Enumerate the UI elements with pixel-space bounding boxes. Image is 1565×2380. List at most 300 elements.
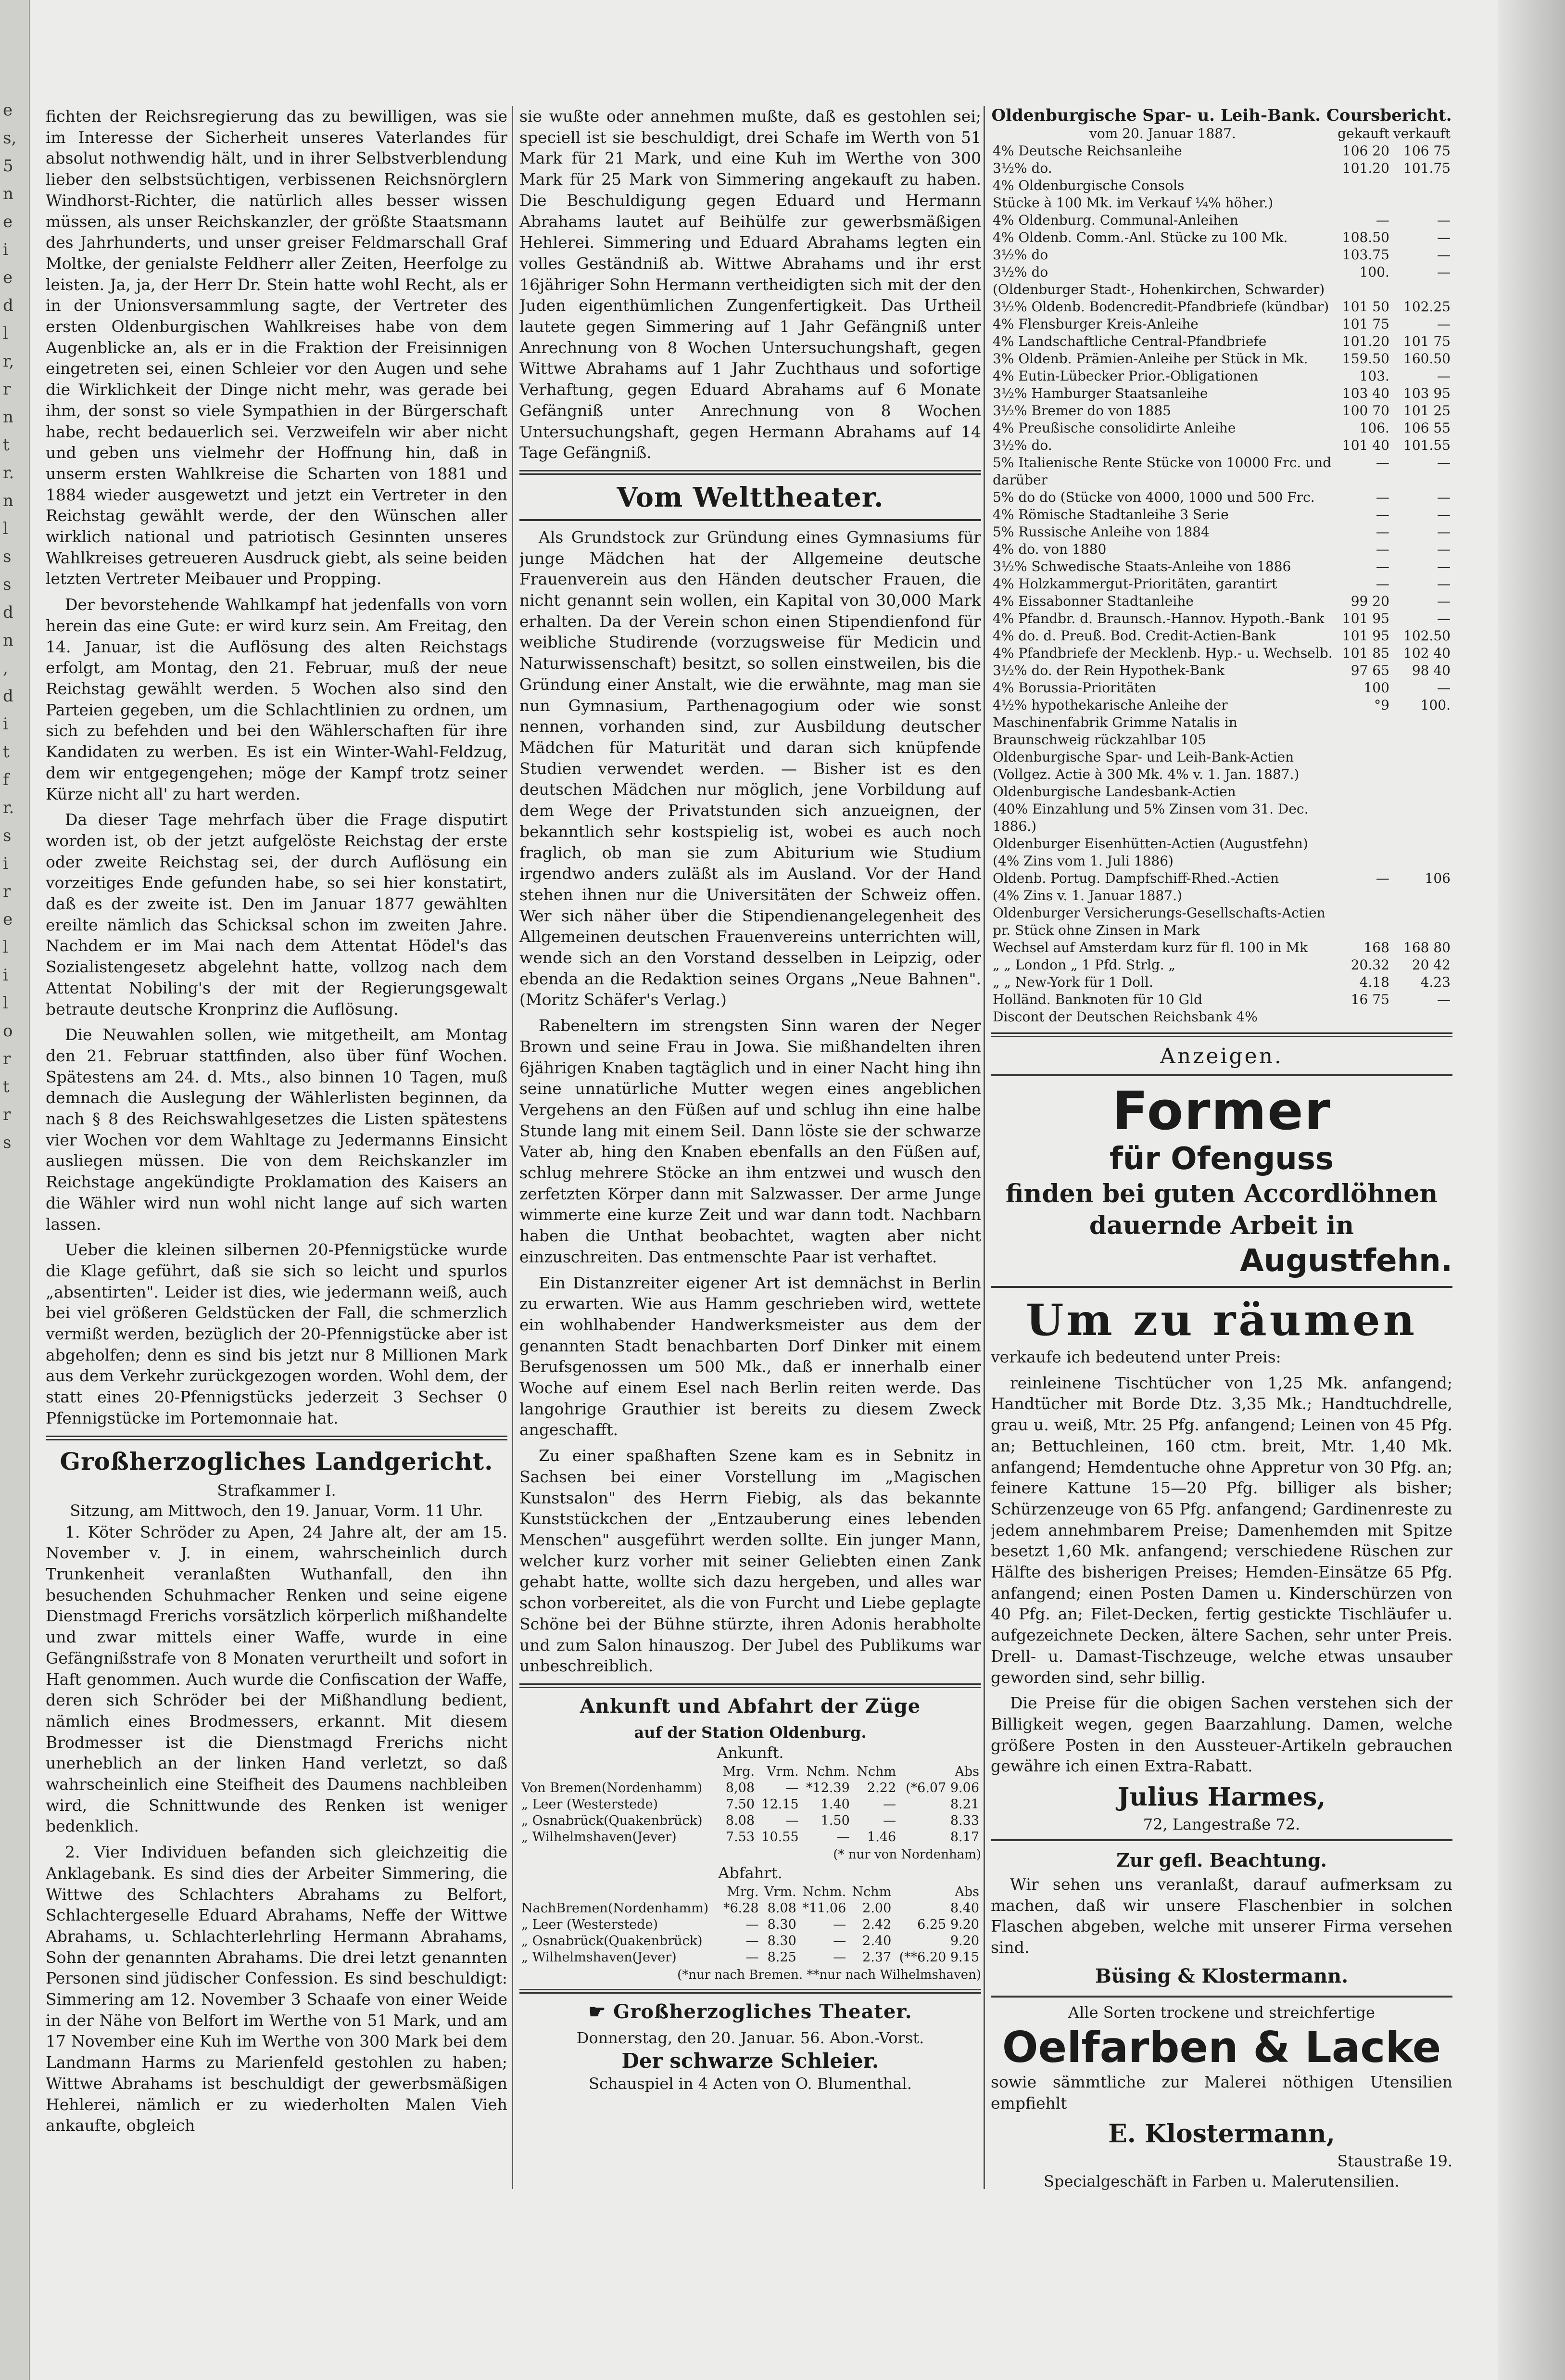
ad-former-place: Augustfehn. (1240, 1243, 1452, 1279)
edge-fragment: i (3, 714, 8, 734)
railway-arrivals-label: Ankunft. (717, 1743, 784, 1762)
bank-price: — (1437, 507, 1451, 522)
railway-cell: — (833, 1917, 846, 1932)
ad-former-line: dauernde Arbeit in (1089, 1211, 1354, 1240)
bank-price: — (1376, 576, 1389, 592)
ad-bottle-body: Wir sehen uns veranlaßt, darauf aufmerksam zu machen, daß wir unsere Flaschenbier in solchen Flaschen abgeben, welche mit unserer Firma versehen sind. (991, 1875, 1452, 1957)
edge-fragment: l (3, 993, 8, 1013)
section-divider (519, 470, 981, 475)
bank-price (1391, 194, 1452, 212)
bank-row (991, 350, 1452, 368)
section-subheading: Strafkammer I. (217, 1481, 336, 1500)
bank-price: 106 75 (1403, 143, 1451, 159)
bank-price (1335, 801, 1391, 835)
edge-fragment: s (3, 1133, 12, 1152)
railway-header-cell: Mrg. (722, 1764, 755, 1779)
bank-price: — (1437, 992, 1451, 1007)
theater-heading (519, 2000, 981, 2023)
bank-price: 4.18 (1359, 974, 1389, 990)
previous-page-edge (0, 0, 30, 2380)
bank-price: 168 80 (1403, 940, 1451, 955)
railway-cell: — (785, 1780, 799, 1795)
bank-price: 98 40 (1412, 662, 1451, 678)
bank-price: — (1437, 212, 1451, 228)
ad-paints-intro: Alle Sorten trockene und streichfertige (1068, 2003, 1375, 2022)
bank-security-name: 4% Pfandbriefe der Mecklenb. Hyp.- u. Wechselb. (993, 645, 1333, 661)
bank-price: — (1376, 541, 1389, 557)
section-divider (991, 1074, 1452, 1076)
railway-header-cell: Nchm. (806, 1764, 850, 1779)
bank-price: 101 40 (1342, 437, 1389, 453)
bank-price: 103 40 (1342, 385, 1389, 401)
bank-price: — (1437, 264, 1451, 280)
article-paragraph: sie wußte oder annehmen mußte, daß es gestohlen sei; speciell ist sie beschuldigt, drei Schafe im Werth von 51 Mark für 21 Mark, und eine Kuh im Werthe von 300 Mark für 25 Mark von Simmering angekauft zu haben. Die Beschuldigung gegen Eduard und Hermann Abrahams lautet auf Beihülfe zur gewerbsmäßigen Hehlerei. Simmering und Eduard Abrahams legten ein volles Geständniß ab. Wittwe Abrahams und ihr erst 16jähriger Sohn Hermann vertheidigten sich mit der den Juden eigenthümlichen Zungenfertigkeit. Das Urtheil lautete gegen Simmering auf 1 Jahr Gefängniß unter Anrechnung von 8 Wochen Untersuchungshaft, gegen Wittwe Abrahams auf 1 Jahr Zuchthaus und sofortige Verhaftung, gegen Eduard Abrahams auf 6 Monate Gefängniß unter Anrechnung von 8 Wochen Untersuchungshaft, gegen Hermann Abrahams auf 14 Tage Gefängniß. (519, 107, 981, 462)
bank-security-name: Wechsel auf Amsterdam kurz für fl. 100 in Mk (993, 940, 1308, 955)
bank-row (991, 610, 1452, 627)
bank-price: 106 (1425, 870, 1451, 886)
railway-cell: 8.08 (725, 1813, 755, 1828)
bank-price: 101.55 (1403, 437, 1451, 453)
railway-cell: 8.08 (767, 1900, 796, 1916)
edge-fragment: f (3, 770, 9, 789)
railway-cell: — (745, 1949, 759, 1965)
bank-row (991, 506, 1452, 523)
railway-cell: NachBremen(Nordenhamm) (521, 1900, 709, 1916)
edge-fragment: t (3, 742, 10, 762)
railway-cell: 8.21 (950, 1796, 979, 1812)
bank-security-name: 4% do. von 1880 (993, 541, 1107, 557)
edge-fragment: l (3, 519, 8, 538)
bank-security-name: (4% Zins vom 1. Juli 1886) (993, 853, 1174, 869)
bank-price: 103. (1359, 368, 1389, 384)
railway-cell: 10.55 (761, 1829, 799, 1845)
railway-cell: 8,08 (725, 1780, 755, 1795)
railway-heading: Ankunft und Abfahrt der Züge (580, 1694, 921, 1718)
edge-fragment: e (3, 101, 13, 120)
bank-row (991, 333, 1452, 350)
bank-price (1335, 194, 1391, 212)
bank-price: 159.50 (1342, 351, 1389, 367)
bank-row (991, 142, 1452, 160)
edge-fragments (3, 96, 22, 1157)
edge-fragment: r. (3, 463, 14, 483)
railway-header-cell (519, 1764, 718, 1780)
theater-play-subtitle: Schauspiel in 4 Acten von O. Blumenthal. (589, 2074, 912, 2093)
bank-security-name: 4% Eissabonner Stadtanleihe (993, 593, 1194, 609)
edge-fragment: i (3, 966, 8, 985)
railway-cell: 8.40 (950, 1900, 979, 1916)
railway-row (519, 1829, 981, 1845)
section-divider (519, 519, 981, 521)
ad-bottle-notice (991, 1847, 1452, 1990)
bank-row (991, 489, 1452, 506)
bank-security-name: 3½% do. (993, 437, 1052, 453)
edge-fragment: n (3, 491, 13, 510)
bank-security-name: „ „ London „ 1 Pfd. Strlg. „ (993, 957, 1176, 973)
bank-price: 101.20 (1342, 333, 1389, 349)
article-paragraph: Die Neuwahlen sollen, wie mitgetheilt, am Montag den 21. Februar stattfinden, also über fünf Wochen. Spätestens am 24. d. Mts., also binnen 10 Tagen, muß demnach die Auslegung der Wählerlisten beginnen, da nach § 8 des Reichswahlgesetzes die Listen spätestens vier Wochen vor dem Wahltage zu Jedermanns Einsicht ausliegen müssen. Die von dem Reichskanzler im Reichstage angekündigte Proklamation des Kaisers an die Wähler wird nun wohl nicht lange auf sich warten lassen. (46, 1025, 507, 1234)
bank-col-header: gekauft (1338, 126, 1389, 141)
bank-security-name: 5% Italienische Rente Stücke von 10000 Frc. und darüber (993, 455, 1332, 488)
bank-price (1335, 783, 1391, 801)
ad-paints-address: Staustraße 19. (1337, 2152, 1452, 2171)
column-rule (984, 106, 985, 2189)
railway-cell: 8.25 (767, 1949, 796, 1965)
edge-fragment: e (3, 212, 13, 231)
railway-header-cell: Nchm (857, 1764, 896, 1779)
bank-price (1391, 1008, 1452, 1026)
railway-cell: *12.39 (806, 1780, 850, 1795)
edge-fragment: t (3, 435, 10, 455)
railway-cell: *11.06 (802, 1900, 846, 1916)
railway-cell: — (745, 1917, 759, 1932)
bank-price: 108.50 (1342, 229, 1389, 245)
bank-price: — (1437, 576, 1451, 592)
railway-header-cell: Nchm (852, 1884, 892, 1899)
bank-price: 99 20 (1350, 593, 1389, 609)
bank-row (991, 385, 1452, 402)
bank-security-name: 4% do. d. Preuß. Bod. Credit-Actien-Bank (993, 628, 1276, 644)
edge-fragment: r. (3, 798, 14, 817)
ad-clearance-body: reinleinene Tischtücher von 1,25 Mk. anfangend; Handtücher mit Borde Dtz. 3,35 Mk.; Handtuchdrelle, grau u. weiß, Mtr. 25 Pfg. anfangend; Leinen von 45 Pfg. an; Bettuchleinen, 160 ctm. breit, Mtr. 1,40 Mk. anfangend; Hemdentuche ohne Appretur von 30 Pfg. an; feinere Kattune 15—20 Pfg. billiger als bisher; Schürzenzeuge von 65 Pfg. anfangend; Gardinenreste zu jedem annehmbarem Preise; Damenhemden mit Spitze besetzt 1,60 Mk. anfangend; verschiedene Rüschen zur Hälfte des bisherigen Preises; Hemden-Einsätze 65 Pfg. anfangend; einen Posten Damen u. Kinderschürzen von 40 Pfg. an; Filet-Decken, fertig gestickte Tischläufer u. aufgezeichnete Decken, ältere Sachen, sehr unter Preis. Drell- u. Damast-Tischzeuge, welche etwas unsauber geworden sind, sehr billig. (991, 1373, 1452, 1687)
bank-security-name: 3½% do. (993, 160, 1052, 176)
bank-security-name: Oldenburgische Landesbank-Actien (993, 784, 1236, 800)
railway-cell: *6.28 (723, 1900, 759, 1916)
bank-row (991, 783, 1452, 801)
article-paragraph: 1. Köter Schröder zu Apen, 24 Jahre alt, der am 15. November v. J. in einem, wahrscheinlich durch Trunkenheit veranlaßten Wuthanfall, den ihn besuchenden Schuhmacher Renken und seine eigene Dienstmagd Frerichs vorsätzlich körperlich mißhandelte und zwar mittels einer Waffe, wurde in eine Gefängnißstrafe von 8 Monaten verurtheilt und sofort in Haft genommen. Auch wurde die Confiscation der Waffe, deren sich Schröder bei der Mißhandlung bedient, nämlich eines Brodmessers, erkannt. Mit diesem Brodmesser ist die Dienstmagd Frerichs nicht unerheblich an der linken Hand verletzt, so daß wahrscheinlich eine Steifheit des Daumens nachbleiben wird, die Schnittwunde des Renken ist weniger bedenklich. (46, 1522, 507, 1836)
bank-price: — (1376, 455, 1389, 471)
bank-price (1335, 749, 1391, 766)
bank-security-name: 4% Landschaftliche Central-Pfandbriefe (993, 333, 1267, 349)
section-divider (991, 1032, 1452, 1037)
railway-cell: — (833, 1949, 846, 1965)
bank-security-name: 4% Preußische consolidirte Anleihe (993, 420, 1236, 436)
bank-row (991, 229, 1452, 246)
bank-row (991, 368, 1452, 385)
bank-col-header: verkauft (1393, 126, 1451, 141)
bank-price: — (1437, 680, 1451, 696)
ad-bottle-title: Zur gefl. Beachtung. (1116, 1849, 1327, 1871)
bank-price: 101 95 (1342, 611, 1389, 626)
bank-price: — (1437, 229, 1451, 245)
bank-price: 102.50 (1403, 628, 1451, 644)
bank-security-name: (Oldenburger Stadt-, Hohenkirchen, Schwarder) (993, 281, 1325, 297)
column-rule (512, 106, 513, 2189)
bank-security-name: „ „ New-York für 1 Doll. (993, 974, 1153, 990)
edge-fragment: i (3, 240, 8, 259)
bank-security-name: Discont der Deutschen Reichsbank 4% (993, 1009, 1258, 1025)
railway-cell: 8.17 (950, 1829, 979, 1845)
railway-subheading: auf der Station Oldenburg. (634, 1723, 867, 1742)
bank-row (991, 316, 1452, 333)
bank-price: — (1437, 593, 1451, 609)
railway-header-cell: Vrm. (764, 1884, 796, 1899)
railway-row (519, 1900, 981, 1917)
edge-fragment: l (3, 938, 8, 957)
railway-cell: 2.22 (867, 1780, 896, 1795)
bank-security-name: 4% Deutsche Reichsanleihe (993, 143, 1182, 159)
railway-departures-label: Abfahrt. (718, 1863, 782, 1882)
article-paragraph: 2. Vier Individuen befanden sich gleichzeitig die Anklagebank. Es sind dies der Arbeiter Simmering, die Wittwe des Schlachters Abrahams zu Belfort, Schlachtergeselle Eduard Abrahams, Neffe der Wittwe Abrahams, u. Schlachterlehrling Hermann Abrahams, Sohn der genannten Abrahams. Die drei letzt genannten Personen sind jüdischer Confession. Es sind beschuldigt: Simmering am 12. November 3 Schaafe von einer Weide in der Nähe von Belfort im Werthe von 51 Mark, und am 17 November eine Kuh im Werthe von 300 Mark bei dem Landmann Harms zu Marienfeld gestohlen zu haben; Wittwe Abrahams ist beschuldigt der gewerbsmäßigen Hehlerei, nämlich er zu wiederholten Malen Vieh ankaufte, obgleich (46, 1843, 507, 2135)
session-line: Sitzung, am Mittwoch, den 19. Januar, Vorm. 11 Uhr. (70, 1501, 483, 1520)
railway-cell: 2.37 (862, 1949, 892, 1965)
railway-cell: 2.00 (862, 1900, 892, 1916)
bank-row (991, 593, 1452, 610)
section-heading: Großherzogliches Landgericht. (60, 1447, 493, 1476)
bank-row (991, 194, 1452, 212)
edge-fragment: s, (3, 128, 17, 148)
railway-cell: (**6.20 9.15 (899, 1949, 979, 1965)
bank-price: 100 (1363, 680, 1389, 696)
bank-price: 102 40 (1403, 645, 1451, 661)
bank-price: — (1437, 489, 1451, 505)
bank-price (1335, 1008, 1391, 1026)
bank-price: 103.75 (1342, 247, 1389, 263)
bank-price: 100 70 (1342, 403, 1389, 419)
railway-row (519, 1949, 981, 1966)
bank-price (1391, 801, 1452, 835)
pointing-hand-icon: ☛ (588, 2000, 614, 2023)
bank-price: °9 (1374, 697, 1389, 713)
bank-security-name: 3½% Bremer do von 1885 (993, 403, 1171, 419)
article-paragraph: Der bevorstehende Wahlkampf hat jedenfalls von vorn herein das eine Gute: er wird kurz sein. Am Freitag, den 14. Januar, ist die Auflösung des alten Reichstags erfolgt, am Montag, den 21. Februar, muß der neue Reichstag gewählt werden. 5 Wochen also sind den Parteien gegeben, um die Schlachtlinien zu ordnen, um sich zu befehden und bei den Wählerschaften für ihre Kandidaten zu werben. Es ist ein Winter-Wahl-Feldzug, dem wir entgegengehen; möge der Kampf trotz seiner Kürze nicht all' zu hart werden. (46, 595, 507, 803)
bank-security-name: 3% Oldenb. Prämien-Anleihe per Stück in Mk. (993, 351, 1308, 367)
bank-price: 20 42 (1412, 957, 1451, 973)
bank-price: 97 65 (1350, 662, 1389, 678)
bank-row (991, 1008, 1452, 1026)
bank-price (1335, 177, 1391, 194)
ad-clearance-title: Um zu räumen (1025, 1295, 1418, 1346)
bank-row (991, 281, 1452, 298)
edge-fragment: r (3, 1049, 11, 1069)
bank-row (991, 645, 1452, 662)
bank-security-name: Stücke à 100 Mk. im Verkauf ¼% höher.) (993, 195, 1274, 211)
article-paragraph: Zu einer spaßhaften Szene kam es in Sebnitz in Sachsen bei einer Vorstellung im „Magischen Kunstsalon" des Herrn Fiebig, als das bekannte Kunststückchen der „Entzauberung eines lebenden Menschen" ausgeführt werden sollte. Ein junger Mann, welcher kurz vorher mit seiner Geliebten einen Zank gehabt hatte, wollte sich dazu hergeben, und alles war schon vorbereitet, als die von Furcht und Liebe geplagte Schöne bei der Bühne stürzte, ihren Adonis herabholte und zum Salon hinauszog. Der Jubel des Publikums war unbeschreiblich. (519, 1446, 981, 1676)
railway-row (519, 1813, 981, 1829)
article-paragraph: Ein Distanzreiter eigener Art ist demnächst in Berlin zu erwarten. Wie aus Hamm geschrieben wird, wettete ein wohlhabender Handwerksmeister aus dem der genannten Stadt benachbarten Dorf Dinker mit einem Berufsgenossen um 500 Mk., daß er innerhalb einer Woche auf einem Esel nach Berlin reiten werde. Das langohrige Grauthier ist bereits zu diesem Zweck angeschafft. (519, 1273, 981, 1439)
edge-fragment: e (3, 268, 13, 287)
bank-security-name: (4% Zins v. 1. Januar 1887.) (993, 888, 1182, 904)
section-divider (991, 1839, 1452, 1841)
railway-cell: — (745, 1933, 759, 1948)
railway-cell: (*6.07 9.06 (906, 1780, 979, 1795)
bank-security-name: Oldenburger Versicherungs-Gesellschafts-Actien pr. Stück ohne Zinsen in Mark (993, 905, 1325, 938)
bank-row (991, 991, 1452, 1008)
bank-security-name: 3½% do. der Rein Hypothek-Bank (993, 662, 1224, 678)
ad-clearance-address: 72, Langestraße 72. (1143, 1815, 1300, 1834)
edge-fragment: , (3, 659, 8, 678)
bank-price: — (1437, 247, 1451, 263)
bank-row (991, 697, 1452, 749)
bank-row (991, 956, 1452, 974)
bank-row (991, 887, 1452, 904)
edge-fragment: r (3, 1105, 11, 1124)
bank-price: 100. (1359, 264, 1389, 280)
edge-fragment: s (3, 575, 12, 594)
section-divider (519, 1683, 981, 1688)
railway-row (519, 1917, 981, 1933)
ads-heading: Anzeigen. (1160, 1044, 1283, 1069)
railway-cell: 2.40 (862, 1933, 892, 1948)
railway-note: (*nur nach Bremen. **nur nach Wilhelmshaven) (677, 1967, 981, 1982)
section-heading: Vom Welttheater. (617, 481, 884, 513)
bank-price: — (1376, 212, 1389, 228)
railway-cell: „ Osnabrück(Quakenbrück) (521, 1933, 703, 1948)
ad-former-line: für Ofenguss (1109, 1141, 1334, 1177)
bank-security-name: Oldenb. Portug. Dampfschiff-Rhed.-Actien (993, 870, 1279, 886)
bank-price: 101 75 (1403, 333, 1451, 349)
bank-price: 168 (1363, 940, 1389, 955)
bank-price: — (1437, 316, 1451, 332)
ad-former-title: Former (1112, 1080, 1331, 1142)
bank-price: 4.23 (1420, 974, 1451, 990)
bank-security-name: 4% Holzkammergut-Prioritäten, garantirt (993, 576, 1277, 592)
bank-row (991, 801, 1452, 835)
edge-fragment: r (3, 882, 11, 901)
bank-price: — (1437, 541, 1451, 557)
bank-row (991, 523, 1452, 541)
bank-price (1391, 904, 1452, 939)
bank-report-date: vom 20. Januar 1887. (1089, 126, 1236, 141)
ad-clearance-intro: verkaufe ich bedeutend unter Preis: (991, 1348, 1281, 1366)
column-2 (519, 106, 981, 2095)
edge-fragment: d (3, 296, 13, 315)
railway-cell: 7.53 (725, 1829, 755, 1845)
bank-price (1391, 281, 1452, 298)
ad-former-line: finden bei guten Accordlöhnen (1005, 1179, 1438, 1209)
article-paragraph: Als Grundstock zur Gründung eines Gymnasiums für junge Mädchen hat der Allgemeine deutsche Frauenverein aus den Händen deutscher Frauen, die nicht genannt sein wollen, ein Kapital von 30,000 Mark erhalten. Da der Verein schon einen Stipendienfond für weibliche Studirende (vorzugsweise für Medicin und Naturwissenschaft) besitzt, so sollen einstweilen, bis die Gründung einer Anstalt, wie die erwähnte, mag man sie nun Gymnasium, Parthenagogium oder wie sonst nennen, vorhanden sind, zur Ausbildung deutscher Mädchen für Maturität und daran sich knüpfende Studien verwendet werden. — Bisher ist es den deutschen Mädchen nur möglich, jene Vorbildung auf dem Wege der Privatstunden sich anzueignen, der bekanntlich sehr kostspielig ist, wobei es auch noch fraglich, ob man sie zum Abiturium wie Studium irgendwo anders zuläßt als im Ausland. Vor der Hand stehen ihnen nur die Universitäten der Schweiz offen. Wer sich näher über die Stipendienangelegenheit des Allgemeinen deutschen Frauenvereins unterrichten will, wende sich an den Vorstand desselben in Leipzig, oder ebenda an die Redaktion seines Organs „Neue Bahnen". (Moritz Schäfer's Verlag.) (519, 527, 981, 1009)
railway-header-cell: Nchm. (802, 1884, 846, 1899)
article-paragraph: fichten der Reichsregierung das zu bewilligen, was sie im Interesse der Sicherheit unseres Vaterlandes für absolut nothwendig hält, und in ihrer Selbstverblendung lieber den selbstsüchtigen, verbissenen Reichsnörglern Windhorst-Richter, die natürlich alles besser wissen müssen, als unser Reichskanzler, der größte Staatsmann des Jahrhunderts, und unser greiser Feldmarschall Graf Moltke, der genialste Feldherr aller Zeiten, Heerfolge zu leisten. Ja, ja, der Herr Dr. Stein hatte wohl Recht, als er in der Unionsversammlung sagte, der Vertreter des ersten Oldenburgischen Wahlkreises habe von dem Augenblicke an, als er in die Fraktion der Freisinnigen eingetreten sei, einen Schleier vor den Augen und sehe die Wirklichkeit der Dinge nicht mehr, was gerade bei ihm, der sonst so viele Sympathien in der Bürgerschaft habe, recht bedauerlich sei. Verzweifeln wir aber nicht und geben uns vielmehr der Hoffnung hin, daß in unserm ersten Wahlkreise die Scharten von 1881 und 1884 wieder ausgewetzt und jetzt ein Vertreter in den Reichstag gewählt werde, der den Wünschen aller wirklich national und patriotisch Gesinnten unseres Wahlkreises getreueren Ausdruck giebt, als seine beiden letzten Vertreter Meibauer und Propping. (46, 107, 507, 588)
railway-cell: — (836, 1829, 850, 1845)
bank-row (991, 766, 1452, 783)
section-divider (46, 1436, 507, 1440)
railway-cell: „ Leer (Westerstede) (521, 1796, 658, 1812)
bank-report-table (991, 125, 1452, 1026)
bank-security-name: 4½% hypothekarische Anleihe der Maschinenfabrik Grimme Natalis in Braunschweig rückzahlbar 105 (993, 697, 1237, 748)
railway-departures-table (519, 1884, 981, 1966)
bank-price: — (1437, 455, 1451, 471)
bank-price: — (1437, 524, 1451, 540)
railway-cell: 8.33 (950, 1813, 979, 1828)
bank-row (991, 939, 1452, 956)
bank-price (1391, 887, 1452, 904)
theater-date: Donnerstag, den 20. Januar. 56. Abon.-Vorst. (576, 2028, 924, 2047)
section-divider (519, 1989, 981, 1994)
railway-header-row (519, 1884, 981, 1900)
bank-price (1391, 853, 1452, 870)
railway-cell: — (883, 1813, 896, 1828)
bank-security-name: 4% Oldenburgische Consols (993, 178, 1185, 193)
railway-cell: 8.30 (767, 1917, 796, 1932)
edge-fragment: s (3, 826, 12, 845)
column-1 (46, 106, 507, 2141)
bank-price (1335, 766, 1391, 783)
railway-header-cell: Abs (955, 1884, 979, 1899)
bank-row (991, 160, 1452, 177)
bank-price (1391, 177, 1452, 194)
bank-row (991, 974, 1452, 991)
bank-price (1391, 783, 1452, 801)
railway-cell: 6.25 9.20 (917, 1917, 979, 1932)
railway-header-cell: Abs (955, 1764, 979, 1779)
bank-price (1335, 904, 1391, 939)
bank-row (991, 835, 1452, 853)
theater-heading-text: Großherzogliches Theater. (613, 2000, 912, 2023)
bank-price (1391, 749, 1452, 766)
bank-security-name: 4% Pfandbr. d. Braunsch.-Hannov. Hypoth.-Bank (993, 611, 1325, 626)
edge-fragment: n (3, 407, 13, 427)
railway-header-cell: Mrg. (727, 1884, 759, 1899)
bank-price: 101 95 (1342, 628, 1389, 644)
railway-cell: — (785, 1813, 799, 1828)
railway-cell: „ Osnabrück(Quakenbrück) (521, 1813, 703, 1828)
bank-row (991, 212, 1452, 229)
bank-security-name: 3½% Schwedische Staats-Anleihe von 1886 (993, 559, 1291, 574)
railway-cell: 8.30 (767, 1933, 796, 1948)
railway-cell: Von Bremen(Nordenhamm) (521, 1780, 703, 1795)
article-paragraph: Rabeneltern im strengsten Sinn waren der Neger Brown und seine Frau in Jowa. Sie mißhandelten ihren 6jährigen Knaben tagtäglich und in einer Nacht hing ihn seine unnatürliche Mutter wegen eines angeblichen Vergehens an den Füßen auf und schlug ihn eine halbe Stunde lang mit einem Seil. Dann löste sie der schwarze Vater ab, hing den Knaben ebenfalls an den Füßen auf, schlug mehrere Stöcke an ihm entzwei und wusch den zerfetzten Körper dann mit Salzwasser. Der arme Junge wimmerte eine kurze Zeit und war dann todt. Nachbarn haben die Unthat beobachtet, wagten aber nicht einzuschreiten. Das entmenschte Paar ist verhaftet. (519, 1016, 981, 1266)
railway-cell: 1.46 (867, 1829, 896, 1845)
page-gutter-shadow (1498, 0, 1565, 2380)
edge-fragment: t (3, 1077, 10, 1096)
bank-price: 160.50 (1403, 351, 1451, 367)
edge-fragment: n (3, 184, 13, 204)
bank-row (991, 420, 1452, 437)
ad-former (991, 1082, 1452, 1280)
railway-cell: 1.50 (820, 1813, 850, 1828)
bank-price: 101 25 (1403, 403, 1451, 419)
theater-play-title: Der schwarze Schleier. (621, 2049, 879, 2073)
bank-price: — (1437, 368, 1451, 384)
column-3 (991, 106, 1452, 2192)
railway-cell: 2.42 (862, 1917, 892, 1932)
bank-row (991, 749, 1452, 766)
bank-price: — (1376, 524, 1389, 540)
edge-fragment: 5 (3, 156, 13, 176)
bank-price (1391, 766, 1452, 783)
bank-security-name: Holländ. Banknoten für 10 Gld (993, 992, 1203, 1007)
bank-price: — (1376, 489, 1389, 505)
bank-row (991, 437, 1452, 454)
edge-fragment: e (3, 910, 13, 929)
ad-bottle-merchant: Büsing & Klostermann. (1095, 1964, 1349, 1987)
bank-price: — (1376, 559, 1389, 574)
railway-cell: 1.40 (820, 1796, 850, 1812)
bank-price (1335, 835, 1391, 853)
bank-security-name: 3½% do (993, 247, 1048, 263)
railway-cell: 7.50 (725, 1796, 755, 1812)
bank-security-name: 4% Oldenburg. Communal-Anleihen (993, 212, 1238, 228)
bank-security-name: 3½% Hamburger Staatsanleihe (993, 385, 1208, 401)
bank-security-name: 5% do do (Stücke von 4000, 1000 und 500 Frc. (993, 489, 1315, 505)
edge-fragment: s (3, 547, 12, 566)
railway-header-cell (519, 1884, 719, 1900)
bank-row (991, 177, 1452, 194)
bank-row (991, 679, 1452, 697)
bank-price: — (1376, 507, 1389, 522)
bank-price: 102.25 (1403, 299, 1451, 315)
railway-cell: — (883, 1796, 896, 1812)
bank-price: 106. (1359, 420, 1389, 436)
article-paragraph: Da dieser Tage mehrfach über die Frage disputirt worden ist, ob der jetzt aufgelöste Reichstag der erste oder zweite Reichstag sei, der durch Auflösung ein vorzeitiges Ende gefunden habe, so sei hier konstatirt, daß es der zweite ist. Den im Januar 1877 gewählten ereilte nämlich das Schicksal schon im zweiten Jahre. Nachdem er im Mai nach dem Attentat Hödel's das Sozialistengesetz abgelehnt hatte, vollzog nach dem Attentat Nobiling's der mit der Regierungsgewalt betraute deutsche Kronprinz die Auflösung. (46, 810, 507, 1018)
ad-paints-body: sowie sämmtliche zur Malerei nöthigen Utensilien empfiehlt (991, 2072, 1452, 2113)
bank-price: 106 20 (1342, 143, 1389, 159)
bank-security-name: 5% Russische Anleihe von 1884 (993, 524, 1210, 540)
railway-arrivals-table (519, 1764, 981, 1845)
railway-cell: — (833, 1933, 846, 1948)
railway-row (519, 1933, 981, 1949)
